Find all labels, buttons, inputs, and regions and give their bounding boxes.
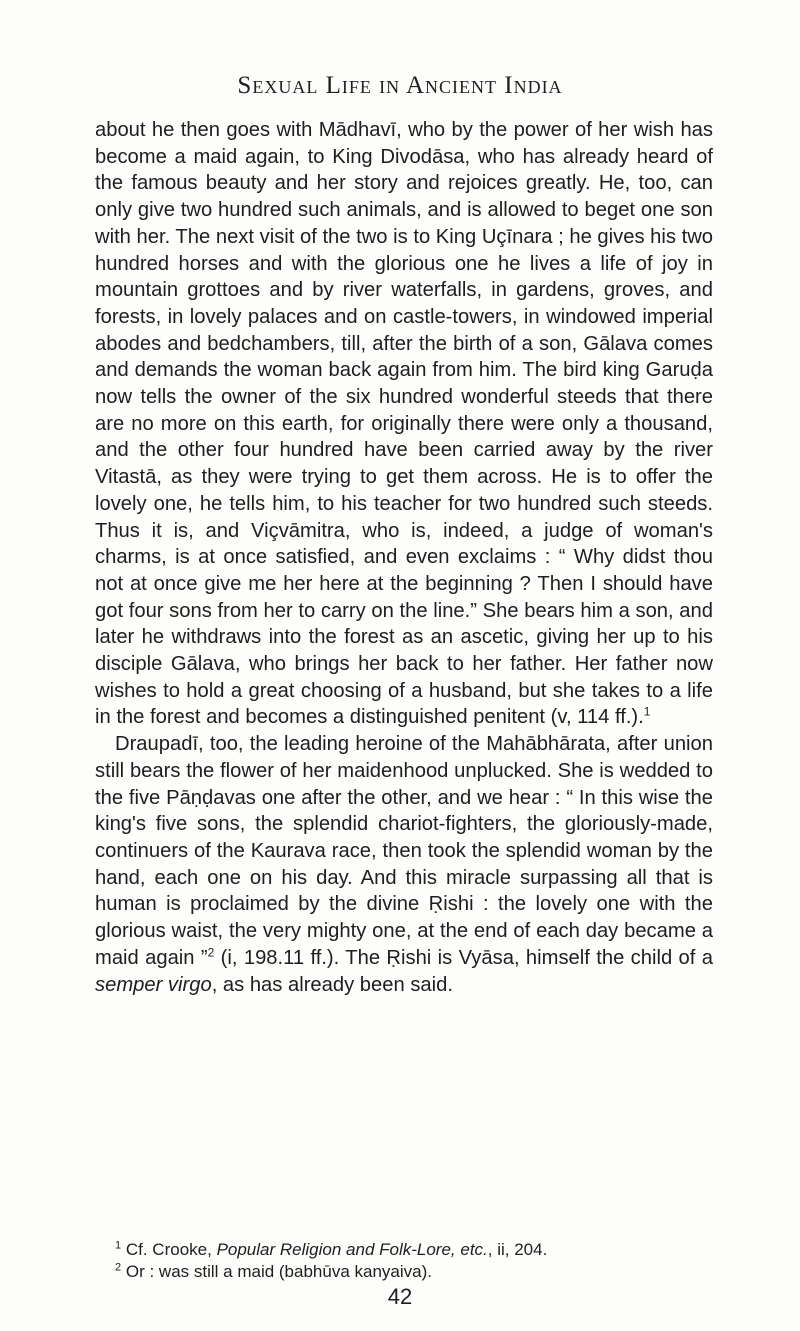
paragraph-2-italic: semper virgo: [95, 973, 212, 996]
paragraph-2: [95, 731, 713, 998]
footnote-1: [95, 1239, 713, 1261]
paragraph-2-text-b: (i, 198.11 ff.). The Ṛishi is Vyāsa, himself the child of a: [214, 946, 713, 969]
footnote-2: [95, 1261, 713, 1283]
body-text: [95, 117, 713, 998]
paragraph-1-text: about he then goes with Mādhavī, who by the power of her wish has become a maid again, to King Divodāsa, who has already heard of the famous beauty and her story and rejoices greatly. He, too, can only give two hundred such animals, and is allowed to beget one son with her. The next visit of the two is to King Uçīnara ; he gives his two hundred horses and with the glorious one he lives a life of joy in mountain grottoes and by river waterfalls, in gardens, groves, and forests, in lovely palaces and on castle-towers, in windowed imperial abodes and bedchambers, till, after the birth of a son, Gālava comes and demands the woman back again from him. The bird king Garuḍa now tells the owner of the six hundred wonderful steeds that there are no more on this earth, for originally there were only a thousand, and the other four hundred have been carried away by the river Vitastā, as they were trying to get them across. He is to offer the lovely one, he tells him, to his teacher for two hundred such steeds. Thus it is, and Viçvāmitra, who is, indeed, a judge of woman's charms, is at once satisfied, and even exclaims : “ Why didst thou not at once give me her here at the beginning ? Then I should have got four sons from her to carry on the line.” She bears him a son, and later he withdraws into the forest as an ascetic, giving her up to his disciple Gālava, who brings her back to her father. Her father now wishes to hold a great choosing of a husband, but she takes to a life in the forest and becomes a distinguished penitent (v, 114 ff.).: [95, 119, 713, 729]
footnote-ref-2[interactable]: 2: [207, 945, 215, 960]
footnote-2-text: Or : was still a maid (babhūva kanyaiva).: [125, 1262, 432, 1281]
paragraph-2-text-a: Draupadī, too, the leading heroine of the Mahābhārata, after union still bears the flower of her maidenhood unplucked. She is wedded to the five Pāṇḍavas one after the other, and we hear : “ In this wise the king's five sons, the splendid chariot-fighters, the gloriously-made, continuers of the Kaurava race, then took the splendid woman by the hand, each one on his day. And this miracle surpassing all that is human is proclaimed by the divine Ṛishi : the lovely one with the glorious waist, the very mighty one, at the end of each day became a maid again ”: [95, 733, 713, 969]
footnote-2-mark: 2: [115, 1261, 122, 1274]
footnote-1-text-a: Cf. Crooke,: [125, 1240, 217, 1259]
running-head: Sexual Life in Ancient India: [237, 72, 563, 99]
page-number: 42: [387, 1284, 413, 1309]
footnote-1-text-b: , ii, 204.: [487, 1240, 548, 1259]
footnote-1-title: Popular Religion and Folk-Lore, etc.: [216, 1240, 488, 1259]
paragraph-2-text-c: , as has already been said.: [211, 973, 453, 996]
paragraph-1: [95, 117, 713, 731]
footnote-1-mark: 1: [115, 1239, 122, 1252]
footnote-ref-1[interactable]: 1: [643, 704, 651, 719]
footnotes: [95, 1239, 713, 1283]
